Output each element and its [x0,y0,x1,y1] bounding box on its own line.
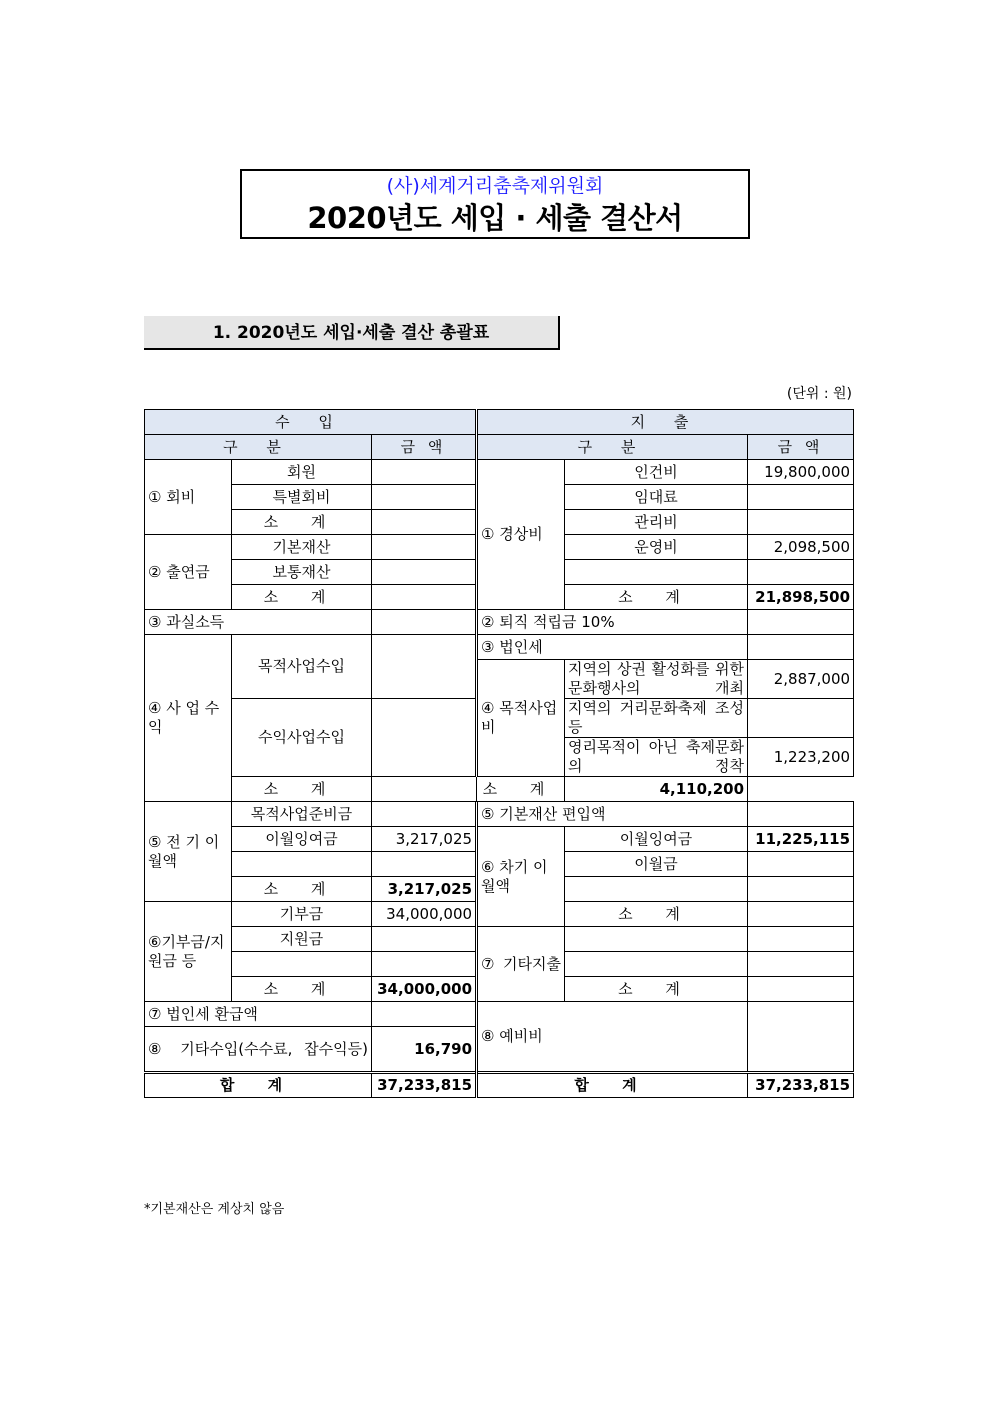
business-amount [372,635,477,699]
operating-item: 임대료 [565,485,748,510]
organization-name: (사)세계거리춤축제위원회 [386,175,604,197]
purpose-amount [748,699,854,738]
severance-label: ② 퇴직 적립금 10% [477,610,748,635]
operating-amount: 19,800,000 [748,460,854,485]
unit-label: (단위 : 원) [786,386,852,402]
other-expense-amount [748,927,854,952]
other-expense-item [565,952,748,977]
donation-subtotal: 34,000,000 [372,977,477,1002]
other-expense-label: ⑦ 기타지출 [477,927,565,1002]
membership-item: 회원 [232,460,372,485]
purpose-subtotal: 4,110,200 [565,777,748,802]
corp-tax-amount [748,635,854,660]
next-carry-item: 이월금 [565,852,748,877]
membership-amount [372,460,477,485]
contribution-item: 기본재산 [232,535,372,560]
footnote: *기본재산은 계상치 않음 [144,1202,285,1217]
reserve-amount [748,1002,854,1073]
operating-item [565,560,748,585]
business-subtotal-label: 소 계 [232,777,372,802]
next-carry-subtotal-label: 소 계 [565,902,748,927]
purpose-amount: 1,223,200 [748,738,854,777]
business-item: 목적사업수입 [232,635,372,699]
purpose-item: 지역의 상권 활성화를 위한 문화행사의 개최 [565,660,748,699]
carryover-subtotal: 3,217,025 [372,877,477,902]
income-amount-header: 금 액 [372,435,477,460]
expense-header: 지 출 [477,410,854,435]
membership-item: 특별회비 [232,485,372,510]
other-expense-subtotal-label: 소 계 [565,977,748,1002]
corp-tax-label: ③ 법인세 [477,635,748,660]
donation-subtotal-label: 소 계 [232,977,372,1002]
next-carry-amount: 11,225,115 [748,827,854,852]
carryover-item [232,852,372,877]
purpose-amount: 2,887,000 [748,660,854,699]
income-total-label: 합 계 [145,1073,372,1098]
contribution-amount [372,560,477,585]
contribution-item: 보통재산 [232,560,372,585]
donation-item: 기부금 [232,902,372,927]
fruits-label: ③ 과실소득 [145,610,372,635]
donation-item: 지원금 [232,927,372,952]
operating-label: ① 경상비 [477,460,565,610]
donation-amount: 34,000,000 [372,902,477,927]
section-title: 1. 2020년도 세입·세출 결산 총괄표 [144,316,560,350]
next-carry-amount [748,852,854,877]
next-carry-item [565,877,748,902]
donation-label: ⑥기부금/지원금 등 [145,902,232,1002]
donation-item [232,952,372,977]
expense-total-label: 합 계 [477,1073,748,1098]
contribution-subtotal [372,585,477,610]
operating-amount: 2,098,500 [748,535,854,560]
membership-subtotal [372,510,477,535]
other-income-label: ⑧ 기타수입(수수료, 잡수익등) [145,1027,372,1073]
carryover-label: ⑤ 전 기 이월액 [145,802,232,902]
expense-amount-header: 금 액 [748,435,854,460]
other-expense-amount [748,952,854,977]
next-carry-amount [748,877,854,902]
document-title: 2020년도 세입 · 세출 결산서 [307,201,683,235]
base-asset-amount [748,802,854,827]
tax-refund-label: ⑦ 법인세 환급액 [145,1002,372,1027]
carryover-subtotal-label: 소 계 [232,877,372,902]
other-income-amount: 16,790 [372,1027,477,1073]
operating-item: 운영비 [565,535,748,560]
income-header: 수 입 [145,410,477,435]
title-box [240,169,750,239]
operating-amount [748,510,854,535]
income-category-header: 구 분 [145,435,372,460]
operating-item: 인건비 [565,460,748,485]
operating-subtotal: 21,898,500 [748,585,854,610]
purpose-subtotal-label: 소 계 [477,777,565,802]
membership-amount [372,485,477,510]
contribution-amount [372,535,477,560]
settlement-table [144,409,854,1098]
reserve-label: ⑧ 예비비 [477,1002,748,1073]
next-carry-subtotal [748,902,854,927]
carryover-item: 목적사업준비금 [232,802,372,827]
severance-amount [748,610,854,635]
business-item: 수익사업수입 [232,699,372,777]
base-asset-label: ⑤ 기본재산 편입액 [477,802,748,827]
business-label: ④ 사 업 수익 [145,635,232,802]
expense-category-header: 구 분 [477,435,748,460]
carryover-amount [372,852,477,877]
next-carry-item: 이월잉여금 [565,827,748,852]
fruits-amount [372,610,477,635]
carryover-amount [372,802,477,827]
membership-subtotal-label: 소 계 [232,510,372,535]
expense-total: 37,233,815 [748,1073,854,1098]
purpose-item: 지역의 거리문화축제 조성 등 [565,699,748,738]
donation-amount [372,927,477,952]
other-expense-item [565,927,748,952]
business-subtotal [372,777,477,802]
tax-refund-amount [372,1002,477,1027]
business-amount [372,699,477,777]
operating-item: 관리비 [565,510,748,535]
contribution-label: ② 출연금 [145,535,232,610]
carryover-item: 이월잉여금 [232,827,372,852]
operating-subtotal-label: 소 계 [565,585,748,610]
purpose-item: 영리목적이 아닌 축제문화의 정착 [565,738,748,777]
purpose-label: ④ 목적사업비 [477,660,565,777]
other-expense-subtotal [748,977,854,1002]
donation-amount [372,952,477,977]
operating-amount [748,560,854,585]
next-carry-label: ⑥ 차기 이월액 [477,827,565,927]
carryover-amount: 3,217,025 [372,827,477,852]
membership-label: ① 회비 [145,460,232,535]
operating-amount [748,485,854,510]
contribution-subtotal-label: 소 계 [232,585,372,610]
income-total: 37,233,815 [372,1073,477,1098]
